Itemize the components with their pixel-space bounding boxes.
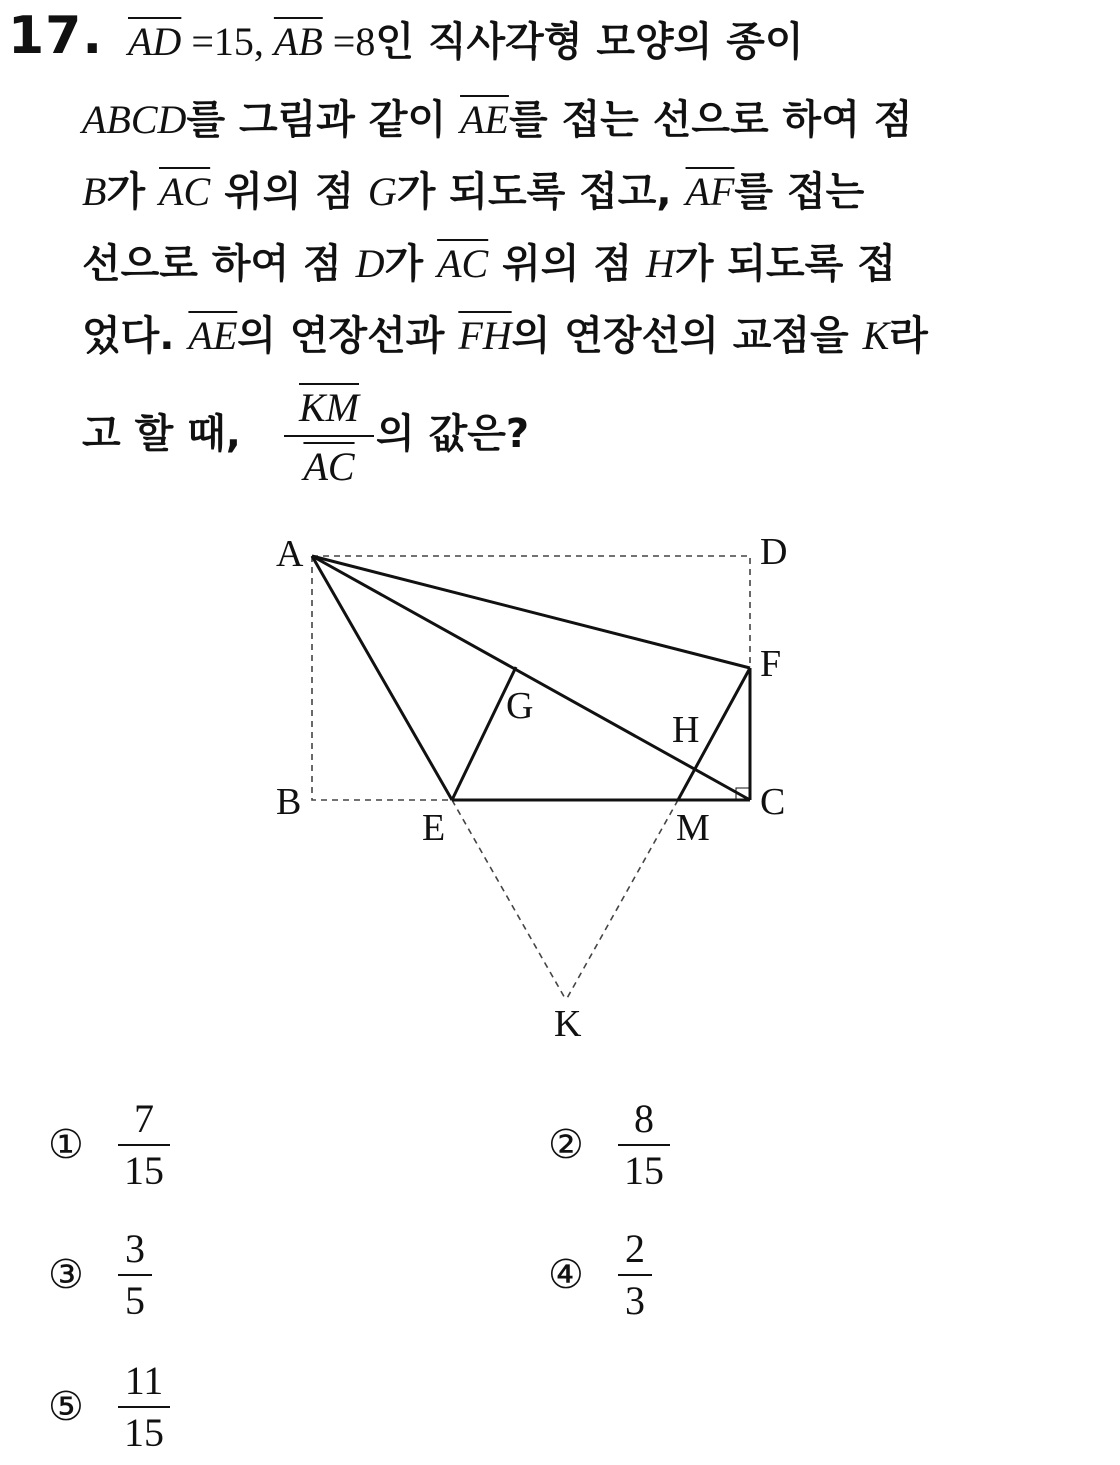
text-fragment: 를 접는 선으로 하여 점 <box>508 97 913 143</box>
choice-denominator: 15 <box>124 1410 164 1455</box>
text-fragment: 가 되도록 접고, <box>396 169 686 215</box>
text-fragment: 를 그림과 같이 <box>186 97 461 143</box>
fraction-numerator: $\overline{KM}$ <box>299 385 359 430</box>
choice-2[interactable] <box>548 1098 670 1192</box>
text-fragment: 위의 점 <box>488 241 646 287</box>
text-fragment: 위의 점 <box>210 169 368 215</box>
label-k: K <box>554 1003 582 1045</box>
segment-ae: $\overline{AE}$ <box>188 313 238 358</box>
text-fragment: 를 접는 <box>734 169 865 215</box>
text-fragment: 가 <box>106 169 160 215</box>
label-f: F <box>760 643 782 685</box>
text-fragment: 고 할 때, <box>82 411 241 457</box>
text-fragment: 가 되도록 접 <box>674 241 896 287</box>
fraction-bar <box>118 1406 170 1408</box>
label-d: D <box>760 531 788 573</box>
choice-marker: ⑤ <box>48 1384 84 1430</box>
point-b: B <box>82 169 107 214</box>
segment-ac: $\overline{AC}$ <box>159 169 211 214</box>
text-fragment: 었다. <box>82 313 189 359</box>
choice-marker: ③ <box>48 1252 84 1298</box>
text-fragment: 인 직사각형 모양의 종이 <box>375 19 804 65</box>
point-h: H <box>645 241 675 286</box>
rect-abcd: ABCD <box>82 97 187 142</box>
fraction-denominator: AC <box>303 444 355 489</box>
fraction-bar <box>118 1274 152 1276</box>
line-ac <box>312 556 750 800</box>
choice-fraction <box>118 1098 170 1192</box>
choice-denominator: 15 <box>124 1148 164 1193</box>
choice-numerator: 7 <box>134 1096 154 1141</box>
choice-denominator: 3 <box>625 1278 645 1323</box>
choice-marker: ④ <box>548 1252 584 1298</box>
dashed-line-ek <box>452 800 566 1000</box>
choice-fraction <box>118 1360 170 1454</box>
choice-fraction <box>618 1228 652 1322</box>
choice-denominator: 5 <box>125 1278 145 1323</box>
fraction-bar <box>618 1274 652 1276</box>
point-d: D <box>355 241 385 286</box>
segment-ae: $\overline{AE}$ <box>460 97 509 142</box>
label-h: H <box>672 709 700 751</box>
equals-15: =15, <box>181 19 274 64</box>
fraction-bar <box>618 1144 670 1146</box>
text-fragment: 의 연장선과 <box>237 313 459 359</box>
choice-numerator: 2 <box>625 1226 645 1271</box>
dashed-line-mk <box>566 800 678 1000</box>
choice-1[interactable] <box>48 1098 170 1192</box>
question-number: 17. <box>8 6 104 66</box>
choice-numerator: 11 <box>124 1358 164 1403</box>
text-fragment: 의 연장선의 교점을 <box>511 313 863 359</box>
text-fragment: 선으로 하여 점 <box>82 241 356 287</box>
segment-fh: $\overline{FH}$ <box>458 313 512 358</box>
choice-marker: ① <box>48 1122 84 1168</box>
segment-ad: $\overline{AD}$ <box>128 19 182 64</box>
choice-numerator: 8 <box>634 1096 654 1141</box>
choice-5[interactable] <box>48 1360 170 1454</box>
label-e: E <box>422 807 446 849</box>
segment-ab: $\overline{AB}$ <box>273 19 323 64</box>
text-fragment: 라 <box>889 313 928 359</box>
label-a: A <box>276 533 304 575</box>
label-m: M <box>676 807 710 849</box>
point-k: K <box>862 313 890 358</box>
label-c: C <box>760 781 786 823</box>
choice-fraction <box>118 1228 152 1322</box>
label-g: G <box>506 685 534 727</box>
fraction-bar <box>118 1144 170 1146</box>
choice-numerator: 3 <box>125 1226 145 1271</box>
text-fragment: 의 값은? <box>376 411 530 457</box>
choice-3[interactable] <box>48 1228 152 1322</box>
segment-af: $\overline{AF}$ <box>685 169 735 214</box>
line-af <box>312 556 750 668</box>
equals-8: =8 <box>322 19 376 64</box>
segment-ac: $\overline{AC}$ <box>437 241 489 286</box>
point-g: G <box>367 169 397 214</box>
label-b: B <box>276 781 302 823</box>
line-ae <box>312 556 452 800</box>
choice-4[interactable] <box>548 1228 652 1322</box>
text-fragment: 가 <box>384 241 438 287</box>
choice-marker: ② <box>548 1122 584 1168</box>
choice-denominator: 15 <box>624 1148 664 1193</box>
choice-fraction <box>618 1098 670 1192</box>
